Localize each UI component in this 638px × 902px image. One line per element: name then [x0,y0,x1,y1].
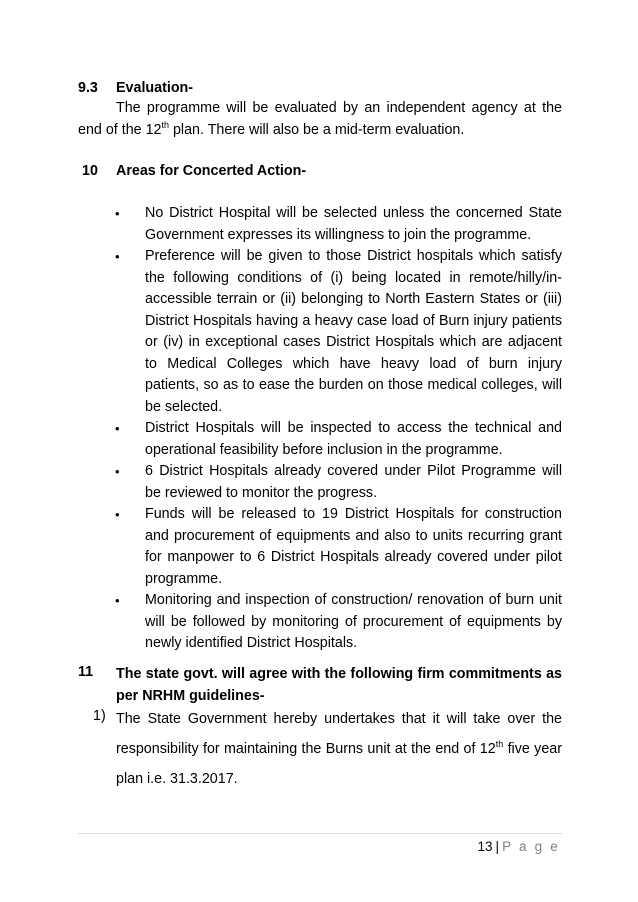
bullet-icon: • [115,206,120,221]
page-number: 13 [477,839,493,854]
superscript: th [161,119,169,130]
bullet-text: District Hospitals will be inspected to access the technical and operational feasibility before inclusion in the programme. [145,420,562,458]
bullet-icon: • [115,421,120,436]
bullet-text: Monitoring and inspection of construction/ renovation of burn unit will be followed by monitoring of procurement of equipments by newly identified District Hospitals. [145,592,562,651]
section-11-number: 11 [78,664,94,680]
bullet-icon: • [115,464,120,479]
bullet-icon: • [115,507,120,522]
list-item [110,590,562,655]
bullet-text: Preference will be given to those District hospitals which satisfy the following conditions of (i) being located in remote/hilly/in-accessible terrain or (ii) belonging to North Eastern States or (iii) District Hospitals having a heavy case load of Burn injury patients or (iv) in exceptional cases District Hospitals which are adjacent to Medical Colleges which have heavy load of burn injury patients, so as to ease the burden on those medical colleges, will be selected. [145,248,562,415]
page-footer [478,839,560,854]
list-item [110,461,562,504]
footer-divider [78,833,562,834]
page-label: P a g e [502,839,560,854]
bullet-icon: • [115,249,120,264]
section-10-heading [82,163,307,179]
item-marker: 1) [93,708,106,724]
footer-separator: | [495,839,500,854]
section-9-3-heading [78,80,194,96]
bullet-list [110,203,562,655]
section-11-item-1 [116,704,562,794]
section-number: 10 [82,163,98,179]
item-text: The State Government hereby undertakes that it will take over the responsibility for maintaining the Burns unit at the end of 12 [116,711,562,757]
superscript: th [495,739,504,750]
item-text: five year plan i.e. 31.3.2017. [116,741,562,787]
section-9-3-body [78,98,562,141]
section-number: 9.3 [78,80,98,96]
list-item [110,418,562,461]
section-title: Areas for Concerted Action- [116,163,307,179]
bullet-text: Funds will be released to 19 District Hospitals for construction and procurement of equipments and also to units recurring grant for manpower to 6 District Hospitals already covered under pilot programme. [145,506,562,587]
list-item [110,203,562,246]
list-item [110,504,562,590]
section-title: Evaluation- [116,80,194,96]
body-text: The programme will be evaluated by an independent agency at the end of the 12 [78,100,562,138]
body-text: plan. There will also be a mid-term evaluation. [169,121,465,138]
bullet-text: 6 District Hospitals already covered under Pilot Programme will be reviewed to monitor the progress. [145,463,562,501]
bullet-text: No District Hospital will be selected unless the concerned State Government expresses its willingness to join the programme. [145,205,562,243]
list-item [110,246,562,418]
bullet-icon: • [115,593,120,608]
section-11-title: The state govt. will agree with the following firm commitments as per NRHM guidelines- [116,666,562,704]
